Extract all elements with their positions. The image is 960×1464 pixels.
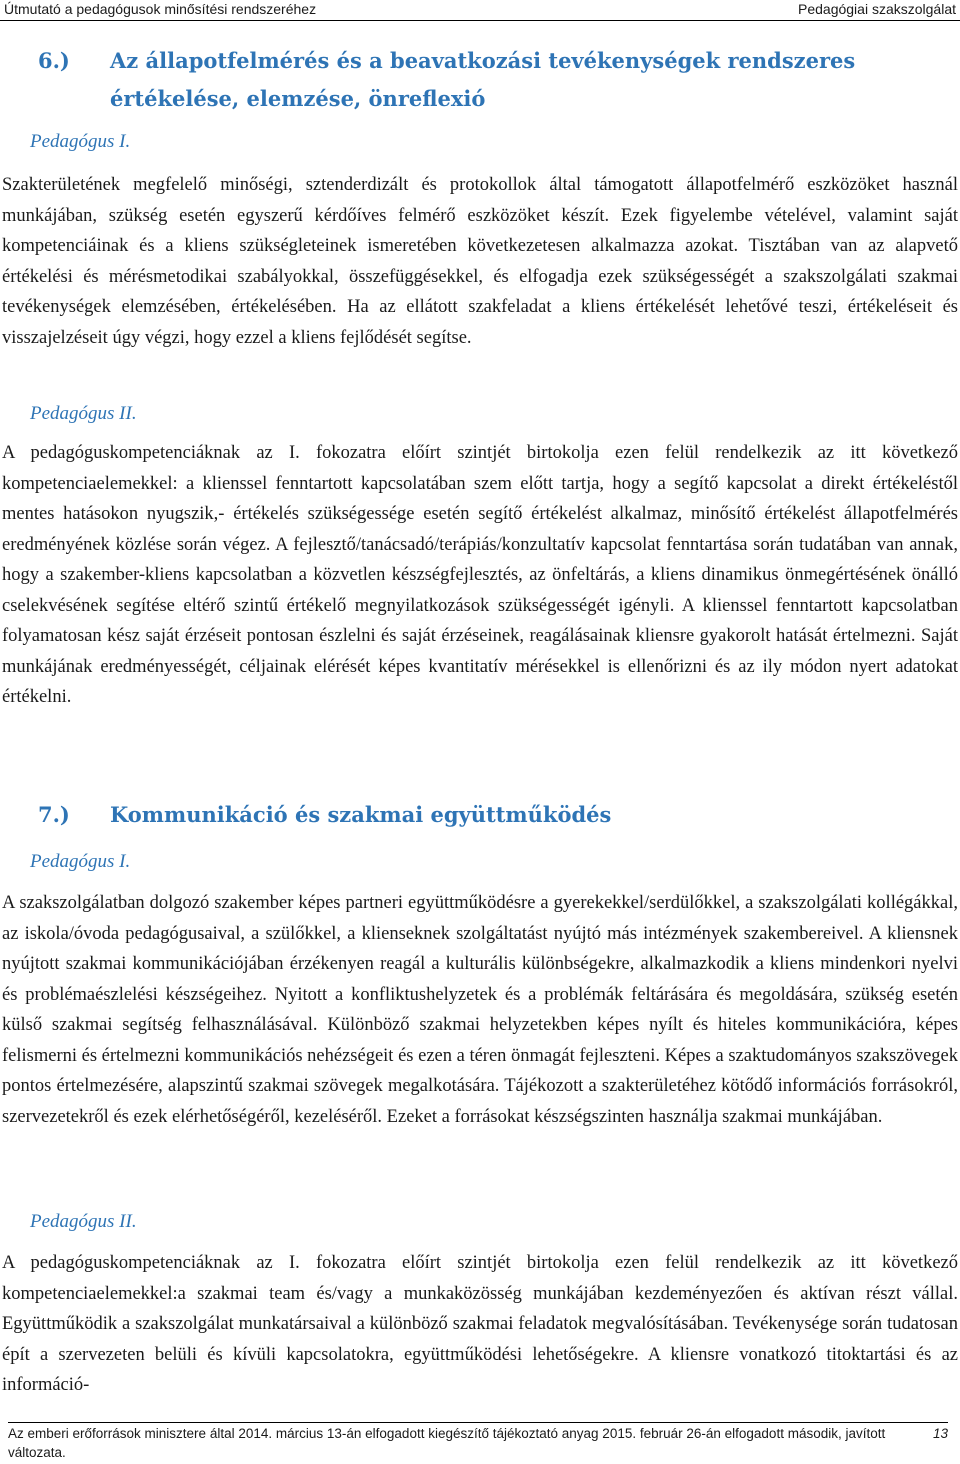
- section-7-level-2-label: Pedagógus II.: [30, 1211, 137, 1232]
- page-header: [0, 0, 960, 21]
- section-6-level-2-label: Pedagógus II.: [30, 403, 137, 424]
- section-6-heading: [38, 42, 960, 118]
- section-7-number: 7.): [38, 802, 70, 827]
- section-7-title: Kommunikáció és szakmai együttműködés: [110, 802, 612, 827]
- section-6-level-2-paragraph: A pedagóguskompetenciáknak az I. fokozatra előírt szintjét birtokolja ezen felül rendelkezik az itt következő kompetenciaelemekkel: a klienssel fenntartott kapcsolatában szem előtt tartja, hogy a segítő kapcsolat a direkt értékeléstől mentes hatásokon nyugszik,- értékelés szükségessége esetén segítő értékelést alkalmaz, minősítő értékelést állapotfelmérés eredményének közlése során végez. A fejlesztő/tanácsadó/terápiás/konzultatív kapcsolat fenntartása során tudatában van annak, hogy a szakember-kliens kapcsolatban a közvetlen készségfejlesztés, az önfeltárás, a kliens dinamikus önmegértésének önálló cselekvésének segítése eltérő szintű értékelő megnyilatkozások szükségességét igényli. A klienssel fenntartott kapcsolatban folyamatosan kész saját érzéseit pontosan észlelni és saját érzéseinek, reagálásainak kliensre gyakorolt hatását értelmezni. Saját munkájának eredményességét, céljainak elérését képes kvantitatív mérésekkel is ellenőrizni és az ily módon nyert adatokat értékelni.: [2, 443, 958, 707]
- header-section: Pedagógiai szakszolgálat: [798, 1, 956, 17]
- header-title: Útmutató a pedagógusok minősítési rendszeréhez: [4, 1, 317, 17]
- footer-note: Az emberi erőforrások minisztere által 2014. március 13-án elfogadott kiegészítő tájékoztató anyag 2015. február 26-án elfogadott második, javított változata.: [8, 1426, 886, 1460]
- section-6-number: 6.): [38, 48, 70, 73]
- page-footer: [8, 1422, 948, 1462]
- section-7-level-1-label: Pedagógus I.: [30, 851, 131, 872]
- section-7-level-2-paragraph: A pedagóguskompetenciáknak az I. fokozatra előírt szintjét birtokolja ezen felül rendelkezik az itt következő kompetenciaelemekkel:a szakmai team és/vagy a munkaközösség munkájában kezdeményezően és aktívan részt vállal. Együttműködik a szakszolgálat munkatársaival a különböző szakmai feladatok megvalósításában. Tevékenysége során tudatosan épít a szervezeten belüli és kívüli kapcsolatokra, együttműködési lehetőségekre. A kliensre vonatkozó titoktartási és az információ-: [2, 1253, 958, 1395]
- section-6-level-1-paragraph: Szakterületének megfelelő minőségi, sztenderdizált és protokollok által támogatott állapotfelmérő eszközöket használ munkájában, szükség esetén egyszerű kérdőíves felmérő eszközöket készít. Ezek figyelembe vételével, valamint saját kompetenciáinak és a kliens szükségleteinek ismeretében következetesen alkalmazza azokat. Tisztában van az alapvető értékelési és mérésmetodikai szabályokkal, összefüggésekkel, és elfogadja ezek szükségességét a szakszolgálati szakmai tevékenységek elemzésében, értékelésében. Ha az ellátott szakfeladat a kliens értékelését lehetővé teszi, értékeléseit és visszajelzéseit úgy végzi, hogy ezzel a kliens fejlődését segítse.: [2, 175, 958, 348]
- page-number: 13: [932, 1426, 948, 1441]
- section-6-title: Az állapotfelmérés és a beavatkozási tevékenységek rendszeres értékelése, elemzése, önreflexió: [110, 48, 856, 111]
- section-7-heading: [38, 796, 960, 834]
- section-7-level-1-paragraph: A szakszolgálatban dolgozó szakember képes partneri együttműködésre a gyerekekkel/serdülőkkel, a szakszolgálati kollégákkal, az iskola/óvoda pedagógusaival, a szülőkkel, a klienseknek szolgáltatást nyújtó más intézmények szakembereivel. A kliensnek nyújtott szakmai kommunikációjában érzékenyen reagál a kulturális különbségekre, alkalmazkodik a kliens mindenkori nyelvi és problémaészlelési készségeihez. Nyitott a konfliktushelyzetek és a problémák feltárására és megoldására, szükség esetén külső szakmai segítség felhasználásával. Különböző szakmai helyzetekben képes nyílt és hiteles kommunikációra, képes felismerni és értelmezni kommunikációs nehézségeit és ezen a téren önmagát fejleszteni. Képes a szaktudományos szakszövegek pontos értelmezésére, alapszintű szakmai szövegek megalkotására. Tájékozott a szakterületéhez kötődő információs forrásokról, szervezetekről és ezek elérhetőségéről, kezeléséről. Ezeket a forrásokat készségszinten használja szakmai munkájában.: [2, 893, 958, 1127]
- section-6-level-1-label: Pedagógus I.: [30, 131, 131, 152]
